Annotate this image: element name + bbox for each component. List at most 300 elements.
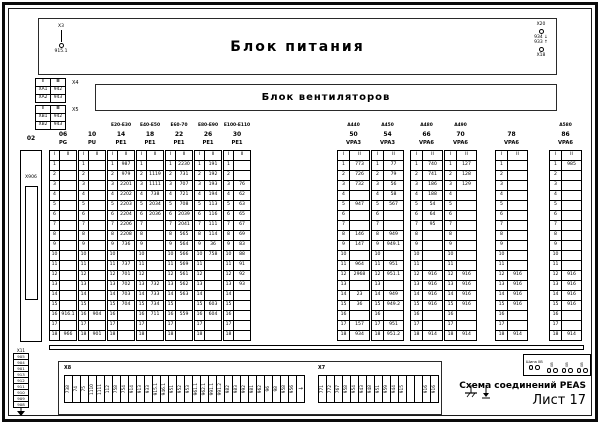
column-number: 10 bbox=[87, 131, 97, 138]
unit-label: PG bbox=[58, 140, 68, 146]
terminal-number: 13 bbox=[108, 281, 118, 291]
wire-number bbox=[457, 311, 477, 321]
terminal-number: 15 bbox=[50, 301, 60, 311]
wire-number: 916 bbox=[457, 271, 477, 281]
terminal-number: 11 bbox=[50, 261, 60, 271]
wire-number: 959 bbox=[384, 384, 389, 394]
terminal-number: 17 bbox=[166, 321, 176, 331]
terminal-number: 18 bbox=[411, 331, 423, 341]
terminal-number: 12 bbox=[195, 271, 205, 281]
wire-number bbox=[508, 171, 528, 181]
terminal-number: 11 bbox=[224, 261, 234, 271]
terminal-number: 12 bbox=[445, 271, 457, 281]
wire-number: 916 bbox=[508, 271, 528, 281]
table-header-cell: I bbox=[79, 151, 89, 161]
wire-number bbox=[60, 161, 77, 171]
wire-number: 951.1 bbox=[384, 271, 404, 281]
table-row bbox=[445, 261, 477, 271]
table-row bbox=[108, 271, 135, 281]
wire-number: 703 bbox=[118, 291, 135, 301]
table-row bbox=[445, 321, 477, 331]
wire-number bbox=[89, 171, 106, 181]
wire-number: 127 bbox=[457, 161, 477, 171]
terminal-number: 14 bbox=[108, 291, 118, 301]
terminal-number: 2 bbox=[166, 171, 176, 181]
terminal-number: 13 bbox=[79, 281, 89, 291]
x7-label: X7 bbox=[318, 366, 326, 371]
table-row bbox=[445, 161, 477, 171]
terminal-number: 9 bbox=[224, 241, 234, 251]
terminal-number: 16 bbox=[445, 311, 457, 321]
wire-number bbox=[562, 191, 582, 201]
table-row bbox=[372, 201, 404, 211]
table-row bbox=[50, 161, 77, 171]
wire-number: 566 bbox=[176, 251, 193, 261]
table-row bbox=[338, 161, 370, 171]
table-row bbox=[338, 231, 370, 241]
terminal-number: 3 bbox=[445, 181, 457, 191]
terminal-number: 8 bbox=[50, 231, 60, 241]
table-row bbox=[411, 251, 443, 261]
terminal-number: 12 bbox=[372, 271, 384, 281]
table-row bbox=[224, 331, 251, 341]
terminal-number: 13 bbox=[224, 281, 234, 291]
terminal-number: 18 bbox=[79, 331, 89, 341]
table-row bbox=[79, 321, 106, 331]
wire-number: 773 bbox=[350, 161, 370, 171]
x20-label: X20 bbox=[536, 22, 546, 27]
wire-number: 1111 bbox=[147, 181, 164, 191]
x906-body bbox=[25, 186, 38, 300]
table-row bbox=[550, 311, 582, 321]
table-row bbox=[195, 271, 222, 281]
wire-number: 701 bbox=[118, 271, 135, 281]
terminal-number: 12 bbox=[166, 271, 176, 281]
table-row bbox=[445, 281, 477, 291]
legend-label: 0В bbox=[580, 362, 585, 368]
wire-number: 962 bbox=[258, 384, 263, 394]
terminal-number: 8 bbox=[411, 231, 423, 241]
unit-label: VPA3 bbox=[346, 140, 361, 146]
table-row bbox=[224, 161, 251, 171]
table-row bbox=[166, 331, 193, 341]
table-row bbox=[166, 251, 193, 261]
terminal-number: 4 bbox=[79, 191, 89, 201]
wire-number: 734 bbox=[147, 301, 164, 311]
table-row bbox=[195, 331, 222, 341]
terminal-number: 17 bbox=[372, 321, 384, 331]
terminal-number: 13 bbox=[411, 281, 423, 291]
terminal-table-26 bbox=[194, 122, 222, 341]
table-row bbox=[137, 161, 164, 171]
table-row bbox=[338, 241, 370, 251]
wire-number bbox=[60, 261, 77, 271]
wire-number: 904 bbox=[89, 311, 106, 321]
column-number: 06 bbox=[58, 131, 68, 138]
wire-number: 188 bbox=[423, 191, 443, 201]
table-row bbox=[79, 261, 106, 271]
terminal-number: 18 bbox=[166, 331, 176, 341]
table-row bbox=[108, 171, 135, 181]
terminal-number: 1 bbox=[372, 161, 384, 171]
terminal-number: 6 bbox=[108, 211, 118, 221]
table-row bbox=[137, 331, 164, 341]
table-row bbox=[411, 191, 443, 201]
table-row bbox=[372, 171, 404, 181]
wire-number bbox=[118, 331, 135, 341]
wire-number bbox=[205, 291, 222, 301]
sheet-number: Лист 17 bbox=[532, 393, 586, 408]
wire-number: 916.1 bbox=[60, 311, 77, 321]
terminal-number: 9 bbox=[550, 241, 562, 251]
terminal-number: 6 bbox=[550, 211, 562, 221]
table-row bbox=[372, 231, 404, 241]
table-row bbox=[496, 211, 528, 221]
table-row bbox=[108, 291, 135, 301]
wire-number bbox=[384, 211, 404, 221]
table-header-cell: II bbox=[350, 151, 370, 161]
fan-block-title: Блок вентиляторов bbox=[261, 92, 391, 103]
wire-number: 916 bbox=[423, 301, 443, 311]
terminal-number: 2 bbox=[224, 171, 234, 181]
terminal-number: 18 bbox=[195, 331, 205, 341]
wire-number: 914 bbox=[423, 331, 443, 341]
unit-label: VPA6 bbox=[419, 140, 434, 146]
table-row bbox=[496, 171, 528, 181]
table-row bbox=[372, 191, 404, 201]
unit-label: PE1 bbox=[115, 140, 127, 146]
table-row bbox=[550, 201, 582, 211]
wire-number: 904 bbox=[13, 359, 29, 366]
wire-number: 98 bbox=[274, 386, 279, 392]
table-row bbox=[108, 281, 135, 291]
wire-number: 732 bbox=[147, 281, 164, 291]
wire-number: 562 bbox=[176, 281, 193, 291]
terminal-number: 8 bbox=[372, 231, 384, 241]
terminal-number: 17 bbox=[224, 321, 234, 331]
wire-number bbox=[562, 201, 582, 211]
wire-number bbox=[457, 201, 477, 211]
terminal-number: 11 bbox=[411, 261, 423, 271]
wire-number: 944 bbox=[392, 384, 397, 394]
table-row bbox=[372, 241, 404, 251]
wire-number: 916 bbox=[423, 271, 443, 281]
table-row bbox=[496, 301, 528, 311]
terminal-number: 10 bbox=[50, 251, 60, 261]
table-row bbox=[550, 211, 582, 221]
terminal-number: 6 bbox=[372, 211, 384, 221]
table-row bbox=[496, 161, 528, 171]
wire-number: 726 bbox=[350, 171, 370, 181]
wire-number bbox=[89, 241, 106, 251]
terminal-number: 7 bbox=[108, 221, 118, 231]
table-row bbox=[224, 231, 251, 241]
device-range-label: A490 bbox=[454, 123, 467, 128]
x3-wire-number: 915.1 bbox=[54, 48, 68, 54]
terminal-number: 14 bbox=[137, 291, 147, 301]
terminal-number: 4 bbox=[166, 191, 176, 201]
terminal-number: 7 bbox=[137, 221, 147, 231]
table-row bbox=[108, 301, 135, 311]
wire-number: 962.1 bbox=[202, 382, 207, 396]
wire-number bbox=[89, 221, 106, 231]
legend-dots bbox=[562, 368, 573, 373]
wire-number: 916 bbox=[562, 301, 582, 311]
wire-number: 56 bbox=[384, 181, 404, 191]
wire-number: 909 bbox=[13, 395, 29, 402]
table-row bbox=[166, 231, 193, 241]
table-row bbox=[550, 191, 582, 201]
table-header-cell: I bbox=[50, 151, 60, 161]
table-row bbox=[79, 271, 106, 281]
terminal-number: 16 bbox=[195, 311, 205, 321]
terminal-number: 5 bbox=[372, 201, 384, 211]
wire-933: 933 ↑ bbox=[534, 40, 548, 45]
table-row bbox=[550, 241, 582, 251]
terminal-number: 6 bbox=[79, 211, 89, 221]
table-row bbox=[372, 281, 404, 291]
terminal-number: 16 bbox=[137, 311, 147, 321]
wire-number: 771 bbox=[320, 384, 325, 394]
table-row bbox=[137, 271, 164, 281]
terminal-number: 14 bbox=[372, 291, 384, 301]
terminal-number: 14 bbox=[445, 291, 457, 301]
legend-label: 0В bbox=[550, 362, 555, 368]
wire-number bbox=[508, 211, 528, 221]
terminal-number: 7 bbox=[195, 221, 205, 231]
table-row bbox=[224, 281, 251, 291]
table-header-cell: I bbox=[224, 151, 234, 161]
terminal-number: 4 bbox=[338, 191, 350, 201]
wire-number: 991.1 bbox=[210, 382, 215, 396]
table-header-cell: II bbox=[176, 151, 193, 161]
table-row bbox=[224, 201, 251, 211]
table-row bbox=[166, 221, 193, 231]
table-row bbox=[79, 191, 106, 201]
wire-number: 88 bbox=[234, 251, 251, 261]
wire-number bbox=[147, 261, 164, 271]
table-row bbox=[137, 301, 164, 311]
terminal-number: 6 bbox=[445, 211, 457, 221]
terminal-table-66 bbox=[410, 122, 443, 341]
table-row bbox=[195, 261, 222, 271]
wire-number bbox=[508, 241, 528, 251]
wire-number bbox=[423, 311, 443, 321]
wire-number bbox=[457, 251, 477, 261]
terminal-table-10 bbox=[78, 122, 106, 341]
terminal-number: 6 bbox=[137, 211, 147, 221]
wire-number bbox=[60, 251, 77, 261]
table-row bbox=[411, 301, 443, 311]
table-row bbox=[50, 311, 77, 321]
table-row bbox=[338, 261, 370, 271]
wire-number: 908 bbox=[13, 401, 29, 408]
wire-number: 914 bbox=[130, 384, 135, 394]
wire-number: 565 bbox=[176, 231, 193, 241]
device-range-label bbox=[495, 122, 528, 130]
terminal-number: 9 bbox=[445, 241, 457, 251]
terminal-number: 10 bbox=[224, 251, 234, 261]
table-row bbox=[224, 321, 251, 331]
wire-number: 915 bbox=[400, 384, 405, 394]
wire-number: 2036 bbox=[147, 211, 164, 221]
wire-number: 740 bbox=[423, 161, 443, 171]
column-number-02: 02 bbox=[26, 135, 36, 142]
terminal-number: 10 bbox=[445, 251, 457, 261]
table-row bbox=[411, 261, 443, 271]
wire-line bbox=[61, 30, 62, 42]
table-row bbox=[550, 161, 582, 171]
table-row bbox=[496, 231, 528, 241]
unit-label: VPA6 bbox=[504, 140, 519, 146]
table-row bbox=[137, 221, 164, 231]
wire-number: 737 bbox=[118, 261, 135, 271]
dot-icon bbox=[535, 365, 540, 370]
terminal-number: 3 bbox=[372, 181, 384, 191]
table-row bbox=[445, 211, 477, 221]
terminal-number: 1 bbox=[79, 161, 89, 171]
x8-label: X8 bbox=[64, 366, 72, 371]
wire-number bbox=[205, 281, 222, 291]
wire-number: 966 bbox=[60, 331, 77, 341]
wire-number bbox=[457, 241, 477, 251]
terminal-number: 11 bbox=[338, 261, 350, 271]
terminal-number: 13 bbox=[445, 281, 457, 291]
wire-number: 985 bbox=[562, 161, 582, 171]
wire-number: 964 bbox=[350, 261, 370, 271]
table-row bbox=[195, 221, 222, 231]
terminal-number: 4 bbox=[372, 191, 384, 201]
wire-number bbox=[60, 301, 77, 311]
wire-number: 112 bbox=[106, 384, 111, 394]
dot-icon bbox=[547, 368, 552, 373]
terminal-number: 17 bbox=[50, 321, 60, 331]
wire-number bbox=[89, 291, 106, 301]
wire-number: 951 bbox=[384, 261, 404, 271]
table-row bbox=[195, 201, 222, 211]
column-number: 22 bbox=[174, 131, 184, 138]
table-row bbox=[550, 251, 582, 261]
wire-number: 979 bbox=[118, 171, 135, 181]
connector-table-x4 bbox=[35, 78, 66, 103]
wire-number: 947 bbox=[350, 201, 370, 211]
table-row bbox=[166, 291, 193, 301]
terminal-number: 5 bbox=[166, 201, 176, 211]
table-row bbox=[411, 241, 443, 251]
wire-number: 64 bbox=[423, 211, 443, 221]
terminal-number: 9 bbox=[338, 241, 350, 251]
terminal-number: 5 bbox=[550, 201, 562, 211]
wire-number: 948 bbox=[368, 384, 373, 394]
terminal-number: 2 bbox=[195, 171, 205, 181]
unit-label: PE1 bbox=[202, 140, 214, 146]
wire-number: 956 bbox=[290, 384, 295, 394]
terminal-number: 15 bbox=[224, 301, 234, 311]
table-row bbox=[496, 181, 528, 191]
table-row bbox=[137, 321, 164, 331]
wire-number: 75 bbox=[82, 386, 87, 392]
terminal-number: 7 bbox=[50, 221, 60, 231]
wire-number: 58 bbox=[384, 191, 404, 201]
table-header-cell: I bbox=[137, 151, 147, 161]
table-row bbox=[411, 171, 443, 181]
terminal-number: 8 bbox=[496, 231, 508, 241]
table-row bbox=[550, 171, 582, 181]
terminal-number: 18 bbox=[372, 331, 384, 341]
terminal-table-70 bbox=[444, 122, 477, 341]
wire-number bbox=[60, 211, 77, 221]
table-row bbox=[445, 171, 477, 181]
terminal-number: 5 bbox=[79, 201, 89, 211]
wire-number: 992 bbox=[242, 384, 247, 394]
table-row bbox=[108, 191, 135, 201]
table-row bbox=[338, 311, 370, 321]
terminal-table-18 bbox=[136, 122, 164, 341]
table-row bbox=[224, 171, 251, 181]
wire-number: 901 bbox=[13, 365, 29, 372]
table-row bbox=[445, 191, 477, 201]
wire-number bbox=[423, 231, 443, 241]
terminal-number: 15 bbox=[372, 301, 384, 311]
strip-terminal bbox=[296, 375, 305, 403]
table-row bbox=[108, 241, 135, 251]
terminal-number: 10 bbox=[496, 251, 508, 261]
terminal-number: 5 bbox=[496, 201, 508, 211]
table-row bbox=[108, 231, 135, 241]
wire-number: 2206 bbox=[118, 221, 135, 231]
table-row bbox=[496, 221, 528, 231]
terminal-number: 5 bbox=[195, 201, 205, 211]
terminal-number: 9 bbox=[137, 241, 147, 251]
terminal-number: 4 bbox=[108, 191, 118, 201]
wire-number bbox=[234, 291, 251, 301]
table-row bbox=[445, 251, 477, 261]
terminal-number: 1 bbox=[445, 161, 457, 171]
terminal-number: 8 bbox=[166, 231, 176, 241]
terminal-number: 16 bbox=[224, 311, 234, 321]
table-row bbox=[137, 261, 164, 271]
wire-number bbox=[234, 161, 251, 171]
wire-number: 916 bbox=[508, 291, 528, 301]
wire-number: 738 bbox=[66, 384, 71, 394]
table-row bbox=[550, 271, 582, 281]
terminal-number: 13 bbox=[496, 281, 508, 291]
pin-name: XA2 bbox=[36, 95, 51, 103]
wire-number: 949.1 bbox=[384, 241, 404, 251]
column-number: 78 bbox=[507, 131, 516, 138]
terminal-number: 6 bbox=[338, 211, 350, 221]
x5-label: X5 bbox=[72, 107, 79, 113]
wire-number bbox=[147, 161, 164, 171]
terminal-table-86 bbox=[549, 122, 582, 341]
wire-number bbox=[60, 181, 77, 191]
wire-number: 991.2 bbox=[218, 382, 223, 396]
terminal-number: 5 bbox=[50, 201, 60, 211]
wire-number: 916 bbox=[423, 291, 443, 301]
table-row bbox=[137, 171, 164, 181]
terminal-number: 7 bbox=[445, 221, 457, 231]
wire-number: 916 bbox=[562, 271, 582, 281]
wire-number: 942 bbox=[51, 114, 66, 122]
legend-dots bbox=[547, 368, 558, 373]
table-row bbox=[372, 321, 404, 331]
wire-number: 83 bbox=[234, 241, 251, 251]
table-header-cell: I bbox=[372, 151, 384, 161]
wire-number bbox=[423, 321, 443, 331]
table-row bbox=[50, 251, 77, 261]
wire-number bbox=[350, 211, 370, 221]
terminal-number: 8 bbox=[79, 231, 89, 241]
